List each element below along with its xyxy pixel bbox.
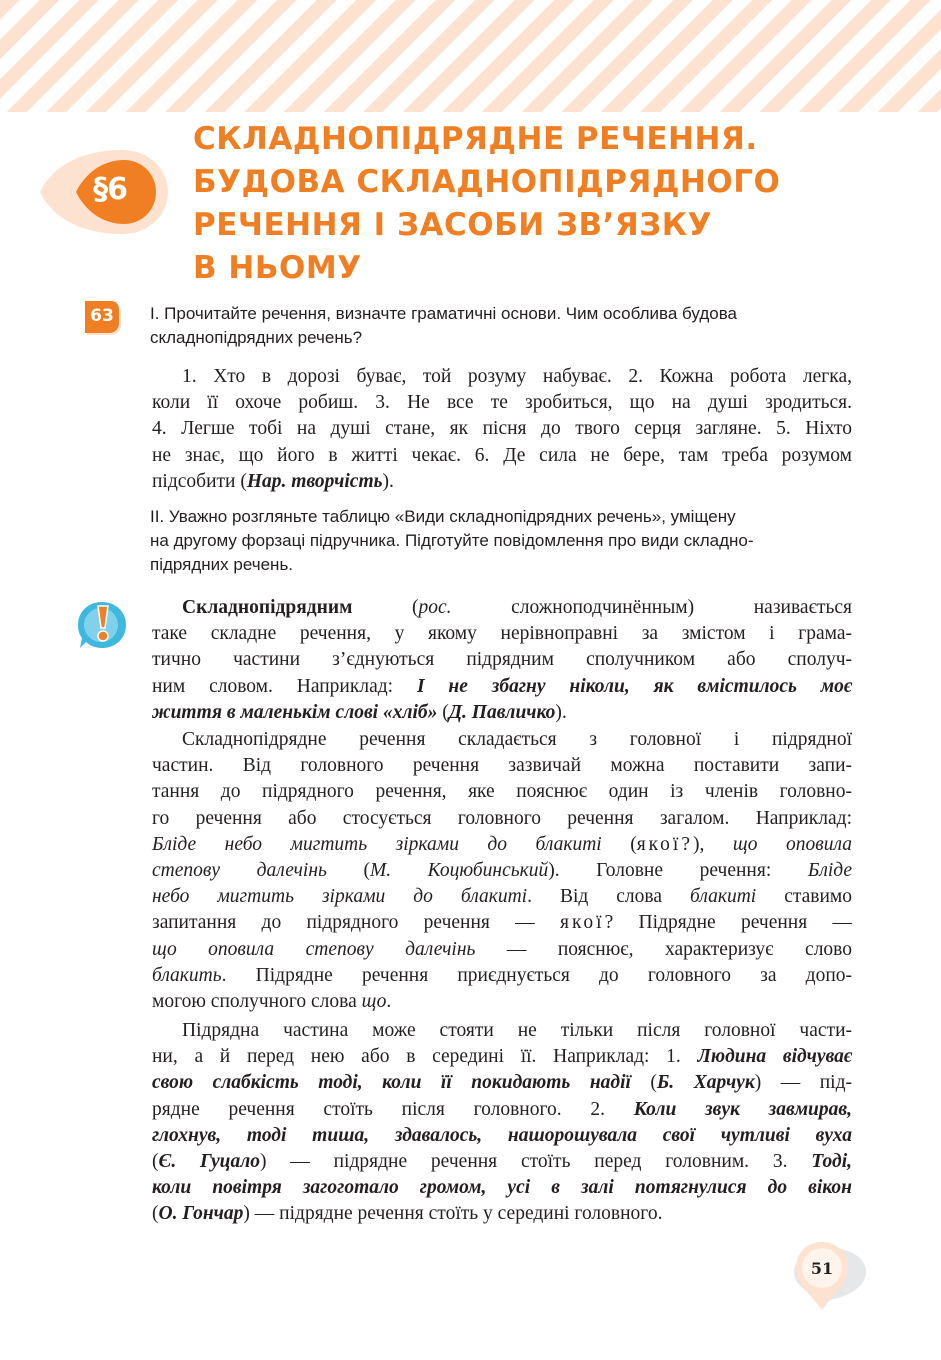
rule-line: небо мигтить зірками до блакиті. Від слова блакиті ставимо xyxy=(152,886,852,908)
task-part-1 xyxy=(150,302,850,350)
page-number: 51 xyxy=(810,1259,834,1278)
rule-line: тично частини з’єднуються підрядним сполучником або сполуч- xyxy=(152,649,852,671)
rule-line: запитання до підрядного речення — якої? Підрядне речення — xyxy=(152,912,853,934)
page-number-badge xyxy=(790,1238,870,1318)
rule-definition xyxy=(152,595,852,726)
decorative-top-band xyxy=(0,0,941,112)
task-part-2-line: ІІ. Уважно розгляньте таблицю «Види складнопідрядних речень», уміщену xyxy=(150,507,736,526)
sentences-line: коли її охоче робиш. 3. Не все те зробиться, що на душі зродиться. xyxy=(152,392,852,414)
title-line-4: В НЬОМУ xyxy=(193,250,362,286)
rule-line: Підрядна частина може стояти не тільки після головної части- xyxy=(182,1020,852,1041)
rule-line: блакить. Підрядне речення приєднується до головного за допо- xyxy=(152,964,852,986)
rule-line: свою слабкість тоді, коли її покидають надії (Б. Харчук) — під- xyxy=(152,1072,852,1094)
rule-line: Складнопідрядне речення складається з головної і підрядної xyxy=(182,729,852,750)
rule-line: таке складне речення, у якому нерівноправні за змістом і грама- xyxy=(152,623,852,645)
rule-line: рядне речення стоїть після головного. 2. Коли звук завмирав, xyxy=(152,1098,852,1120)
rule-line: ним словом. Наприклад: І не збагну ніколи, як вмістилось моє xyxy=(152,675,852,697)
rule-line: життя в маленькім слові «хліб» (Д. Павличко). xyxy=(152,701,567,723)
rule-line: частин. Від головного речення зазвичай можна поставити запи- xyxy=(152,755,852,777)
section-number-badge xyxy=(38,148,170,236)
task-part-2-line: підрядних речень. xyxy=(150,555,294,574)
section-number: §6 xyxy=(93,172,127,207)
rule-structure xyxy=(152,727,852,1015)
rule-line: Складнопідрядним (рос. сложноподчинённым) називається xyxy=(182,597,852,618)
rule-line: го речення або стосується головного речення загалом. Наприклад: xyxy=(152,807,852,829)
rule-line: коли повітря загоготало громом, усі в залі потягнулися до вікон xyxy=(152,1177,852,1199)
task-part-2-line: на другому форзаці підручника. Підготуйте повідомлення про види складно- xyxy=(150,531,754,550)
title-line-3: РЕЧЕННЯ І ЗАСОБИ ЗВ’ЯЗКУ xyxy=(193,207,713,243)
title-line-2: БУДОВА СКЛАДНОПІДРЯДНОГО xyxy=(193,164,781,200)
rule-line: що оповила степову далечінь — пояснює, характеризує слово xyxy=(152,938,852,960)
rule-line: степову далечінь (М. Коцюбинський). Головне речення: Бліде xyxy=(152,860,853,882)
rule-position xyxy=(152,1018,852,1228)
task-part-1-line: І. Прочитайте речення, визначте граматичні основи. Чим особлива будова xyxy=(150,304,737,323)
section-title xyxy=(193,118,913,290)
task-sentences xyxy=(152,364,852,495)
sentences-line: не знає, що його в житті чекає. 6. Де сила не бере, там треба розумом xyxy=(152,444,852,466)
task-number: 63 xyxy=(90,306,114,326)
rule-line: Бліде небо мигтить зірками до блакиті (якої?), що оповила xyxy=(152,833,852,855)
rule-line: тання до підрядного речення, яке пояснює один із членів головно- xyxy=(152,781,852,803)
task-part-1-line: складнопідрядних речень? xyxy=(150,328,363,347)
exclamation-info-icon xyxy=(76,598,128,652)
rule-line: (О. Гончар) — підрядне речення стоїть у середині головного. xyxy=(152,1203,663,1225)
rule-term: Складнопідрядним xyxy=(182,597,353,618)
rule-line: могою сполучного слова що. xyxy=(152,991,392,1013)
rule-line: (Є. Гуцало) — підрядне речення стоїть перед головним. 3. Тоді, xyxy=(152,1151,852,1173)
sentences-line: 1. Хто в дорозі буває, той розуму набуває. 2. Кожна робота легка, xyxy=(182,366,852,387)
sentences-source: Нар. творчість xyxy=(246,470,383,492)
task-number-badge xyxy=(83,299,123,337)
sentences-line: 4. Легше тобі на душі стане, як пісня до твого серця загляне. 5. Ніхто xyxy=(152,418,852,440)
title-line-1: СКЛАДНОПІДРЯДНЕ РЕЧЕННЯ. xyxy=(193,121,758,157)
rule-line: глохнув, тоді тиша, здавалось, нашорошувала свої чутливі вуха xyxy=(152,1124,852,1146)
rule-line: ни, а й перед нею або в середині її. Наприклад: 1. Людина відчуває xyxy=(152,1046,852,1068)
task-part-2 xyxy=(150,505,850,577)
sentences-line: підсобити (Нар. творчість). xyxy=(152,470,394,492)
